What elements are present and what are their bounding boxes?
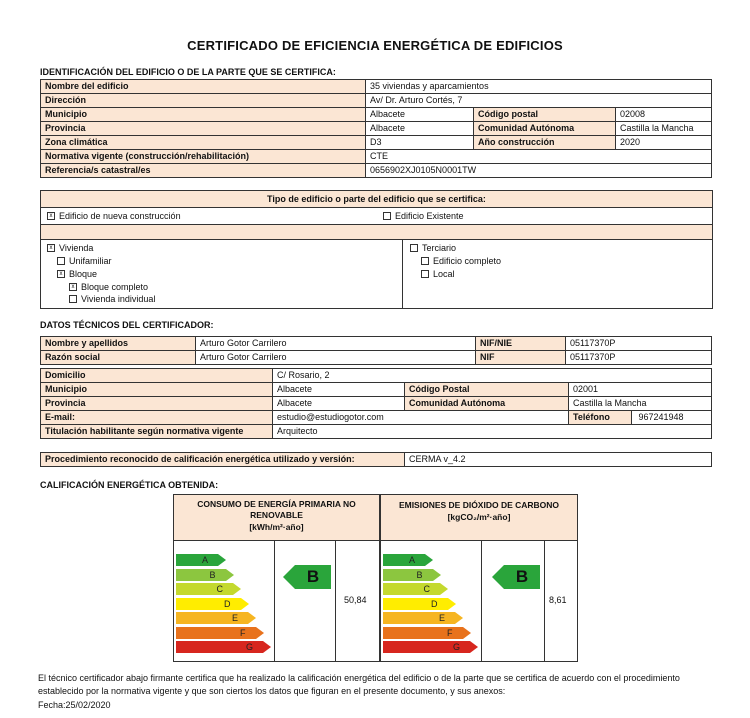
scale-letter-a: A <box>201 555 208 565</box>
anio-label: Año construcción <box>474 136 616 150</box>
bloque-option[interactable] <box>57 269 97 279</box>
ref-value: 0656902XJ0105N0001TW <box>366 164 712 178</box>
emisiones-class-cell <box>481 541 544 661</box>
cert-domicilio-value: C/ Rosario, 2 <box>273 369 712 383</box>
scale-letter-a: A <box>408 555 415 565</box>
scale-bar-f <box>383 627 463 639</box>
scale-letter-c: C <box>216 584 223 594</box>
existente-label: Edificio Existente <box>395 211 464 221</box>
cert-nifnie-label: NIF/NIE <box>476 337 566 351</box>
anio-value: 2020 <box>616 136 712 150</box>
certification-statement: El técnico certificador abajo firmante certifica que ha realizado la calificación energética del edificio o de la parte que se certifica de acuerdo con el procedimiento establecido por la normativa vigente y que son ciertos los datos que figuran en el presente documento, y sus anexos: <box>38 673 680 696</box>
cert-tel-label: Teléfono <box>569 411 632 424</box>
scale-bar-g <box>176 641 263 653</box>
bloque-completo-label: Bloque completo <box>81 282 149 292</box>
consumo-units: [kWh/m²·año] <box>249 522 304 532</box>
emisiones-title: EMISIONES DE DIÓXIDO DE CARBONO <box>398 500 560 510</box>
cert-provincia-label: Provincia <box>41 397 273 411</box>
vivienda-individual-option[interactable] <box>69 294 155 304</box>
edificio-completo-label: Edificio completo <box>433 256 502 266</box>
table-row <box>41 94 712 108</box>
table-row <box>41 136 712 150</box>
bloque-completo-checkbox[interactable]: x <box>69 283 77 291</box>
scale-letter-e: E <box>438 613 445 623</box>
cert-proc-label: Procedimiento reconocido de calificación energética utilizado y versión: <box>41 453 405 467</box>
nueva-option[interactable] <box>47 211 181 221</box>
emisiones-box <box>380 494 578 662</box>
rating-section-title: CALIFICACIÓN ENERGÉTICA OBTENIDA: <box>40 480 219 490</box>
cert-cp-value: 02001 <box>569 383 712 397</box>
ca-label: Comunidad Autónoma <box>474 122 616 136</box>
cert-email-value: estudio@estudiogotor.com <box>273 411 569 425</box>
table-row <box>41 453 712 467</box>
vivienda-option[interactable] <box>47 243 93 253</box>
cp-label: Código postal <box>474 108 616 122</box>
table-row <box>41 337 712 351</box>
bloque-completo-option[interactable] <box>69 282 148 292</box>
table-row <box>41 397 712 411</box>
cert-nifnie-value: 05117370P <box>566 337 712 351</box>
municipio-label: Municipio <box>41 108 366 122</box>
consumo-value-cell <box>335 541 380 661</box>
cert-tel-value: 967241948 <box>638 412 684 422</box>
terciario-label: Terciario <box>422 243 457 253</box>
type-column-divider <box>402 239 403 308</box>
nueva-label: Edificio de nueva construcción <box>59 211 181 221</box>
local-label: Local <box>433 269 455 279</box>
cert-tel-cell <box>569 411 712 425</box>
scale-bar-f <box>176 627 256 639</box>
scale-bar-c <box>383 583 440 595</box>
municipio-value: Albacete <box>366 108 474 122</box>
vivienda-label: Vivienda <box>59 243 94 253</box>
cert-nombre-value: Arturo Gotor Carrilero <box>196 337 476 351</box>
table-row <box>41 425 712 439</box>
document-title: CERTIFICADO DE EFICIENCIA ENERGÉTICA DE EDIFICIOS <box>187 38 563 53</box>
consumo-box <box>173 494 380 662</box>
zona-label: Zona climática <box>41 136 366 150</box>
cert-razon-label: Razón social <box>41 351 196 365</box>
cp-value: 02008 <box>616 108 712 122</box>
fecha: Fecha:25/02/2020 <box>38 700 111 710</box>
scale-bar-a <box>176 554 218 566</box>
cert-cp-label: Código Postal <box>405 383 569 397</box>
terciario-option[interactable] <box>410 243 456 253</box>
type-divider-band <box>41 224 712 240</box>
vivienda-checkbox[interactable]: x <box>47 244 55 252</box>
local-checkbox[interactable] <box>421 270 429 278</box>
provincia-value: Albacete <box>366 122 474 136</box>
scale-letter-b: B <box>209 569 216 580</box>
cert-titulacion-value: Arquitecto <box>273 425 712 439</box>
cert-nif-value: 05117370P <box>566 351 712 365</box>
scale-bar-g <box>383 641 470 653</box>
scale-bar-e <box>383 612 455 624</box>
table-row <box>41 383 712 397</box>
scale-bar-c <box>176 583 233 595</box>
building-type-box <box>40 190 713 309</box>
local-option[interactable] <box>421 269 455 279</box>
emisiones-scale <box>383 554 478 660</box>
consumo-value: 50,84 <box>344 595 367 605</box>
unifamiliar-option[interactable] <box>57 256 112 266</box>
consumo-scale <box>176 554 271 660</box>
type-header <box>41 191 712 208</box>
scale-letter-d: D <box>431 598 438 609</box>
scale-bar-d <box>176 598 241 610</box>
scale-bar-b <box>383 569 433 581</box>
cert-ca-label: Comunidad Autónoma <box>405 397 569 411</box>
edificio-completo-option[interactable] <box>421 256 501 266</box>
scale-letter-f: F <box>240 627 246 638</box>
terciario-checkbox[interactable] <box>410 244 418 252</box>
nombre-label: Nombre del edificio <box>41 80 366 94</box>
cert-proc-value: CERMA v_4.2 <box>405 453 712 467</box>
normativa-label: Normativa vigente (construcción/rehabilitación) <box>41 150 366 164</box>
ca-value: Castilla la Mancha <box>616 122 712 136</box>
emisiones-class-indicator: B <box>504 565 540 589</box>
scale-letter-c: C <box>423 584 430 594</box>
table-row <box>41 150 712 164</box>
table-row <box>41 80 712 94</box>
direccion-value: Av/ Dr. Arturo Cortés, 7 <box>366 94 712 108</box>
existente-option[interactable] <box>383 211 464 221</box>
emisiones-header <box>381 495 577 541</box>
certifier-section-title: DATOS TÉCNICOS DEL CERTIFICADOR: <box>40 320 214 330</box>
nombre-value: 35 viviendas y aparcamientos <box>366 80 712 94</box>
bloque-checkbox[interactable]: x <box>57 270 65 278</box>
scale-bar-e <box>176 612 248 624</box>
unifamiliar-checkbox[interactable] <box>57 257 65 265</box>
cert-ca-value: Castilla la Mancha <box>569 397 712 411</box>
normativa-value: CTE <box>366 150 712 164</box>
table-row <box>41 369 712 383</box>
existente-checkbox[interactable] <box>383 212 391 220</box>
emisiones-units: [kgCO₂/m²·año] <box>447 512 511 522</box>
building-table <box>40 79 712 178</box>
table-row <box>41 122 712 136</box>
provincia-label: Provincia <box>41 122 366 136</box>
cert-municipio-label: Municipio <box>41 383 273 397</box>
ref-label: Referencia/s catastral/es <box>41 164 366 178</box>
scale-letter-d: D <box>224 598 231 609</box>
consumo-header <box>174 495 379 541</box>
direccion-label: Dirección <box>41 94 366 108</box>
scale-bar-b <box>176 569 226 581</box>
table-row <box>41 164 712 178</box>
vivienda-individual-checkbox[interactable] <box>69 295 77 303</box>
scale-letter-f: F <box>447 627 453 638</box>
scale-bar-a <box>383 554 425 566</box>
certifier-table-b <box>40 368 712 439</box>
vivienda-individual-label: Vivienda individual <box>81 294 156 304</box>
consumo-class-indicator: B <box>295 565 331 589</box>
unifamiliar-label: Unifamiliar <box>69 256 112 266</box>
type-header-text: Tipo de edificio o parte del edificio que se certifica: <box>267 194 486 204</box>
table-row <box>41 351 712 365</box>
certifier-table-c <box>40 452 712 467</box>
cert-email-label: E-mail: <box>41 411 273 425</box>
scale-letter-b: B <box>416 569 423 580</box>
cert-domicilio-label: Domicilio <box>41 369 273 383</box>
consumo-class-cell <box>274 541 335 661</box>
scale-letter-g: G <box>245 642 253 652</box>
emisiones-value-cell <box>544 541 578 661</box>
scale-letter-e: E <box>231 613 238 623</box>
scale-letter-g: G <box>452 642 460 652</box>
zona-value: D3 <box>366 136 474 150</box>
table-row <box>41 108 712 122</box>
cert-provincia-value: Albacete <box>273 397 405 411</box>
bloque-label: Bloque <box>69 269 98 279</box>
cert-razon-value: Arturo Gotor Carrilero <box>196 351 476 365</box>
cert-nombre-label: Nombre y apellidos <box>41 337 196 351</box>
cert-nif-label: NIF <box>476 351 566 365</box>
cert-municipio-value: Albacete <box>273 383 405 397</box>
table-row <box>41 411 712 425</box>
consumo-title: CONSUMO DE ENERGÍA PRIMARIA NO RENOVABLE <box>197 499 356 520</box>
building-section-title: IDENTIFICACIÓN DEL EDIFICIO O DE LA PARTE QUE SE CERTIFICA: <box>40 67 336 77</box>
nueva-checkbox[interactable]: x <box>47 212 55 220</box>
scale-bar-d <box>383 598 448 610</box>
emisiones-value: 8,61 <box>549 595 567 605</box>
certifier-table-a <box>40 336 712 365</box>
edificio-completo-checkbox[interactable] <box>421 257 429 265</box>
cert-titulacion-label: Titulación habilitante según normativa vigente <box>41 425 273 439</box>
